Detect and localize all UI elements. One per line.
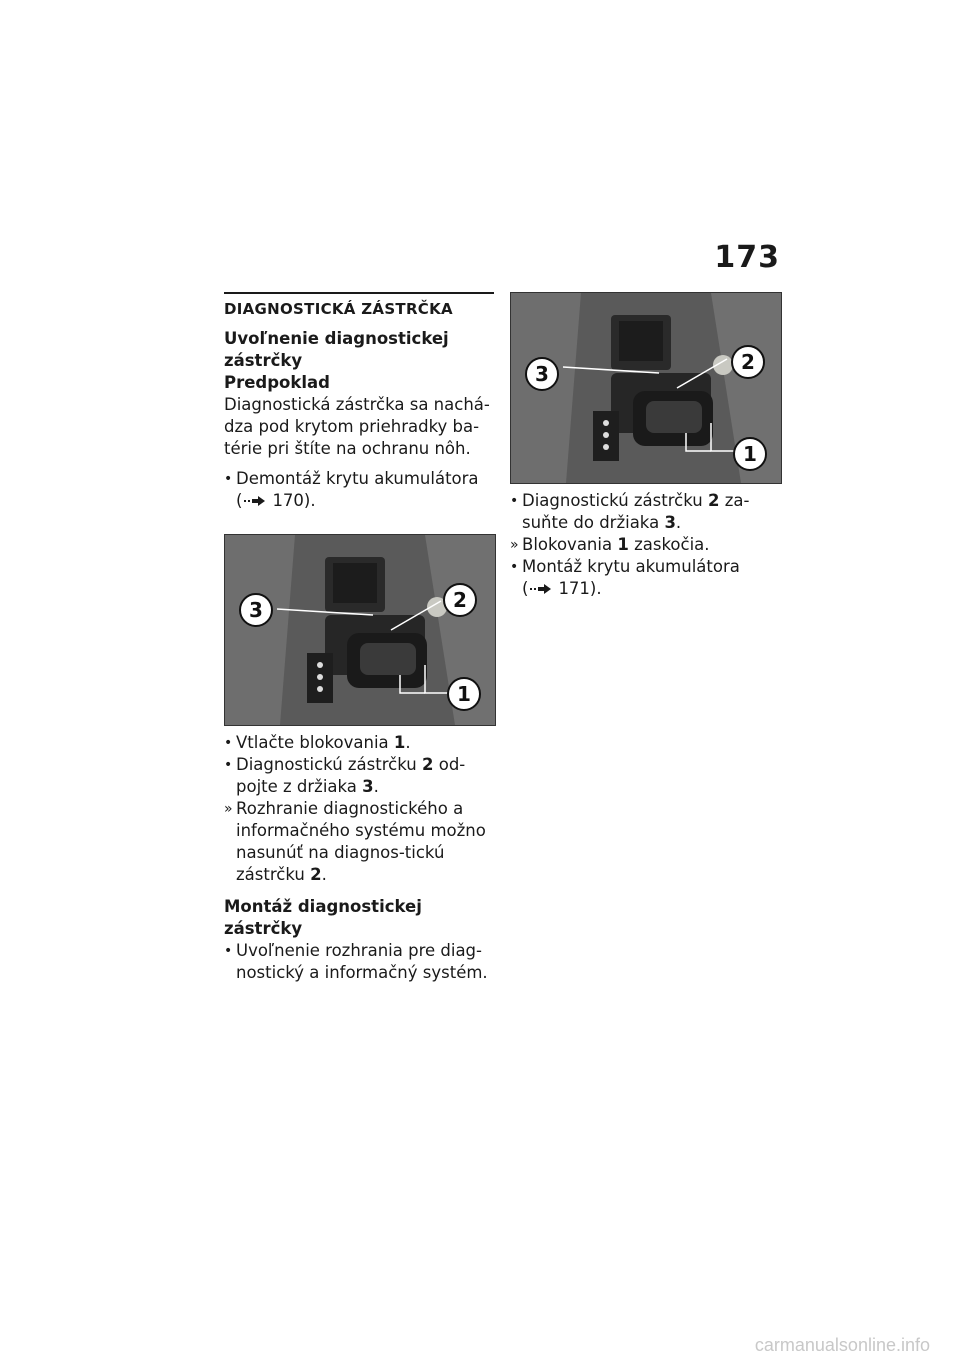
step-remove-battery-cover <box>224 468 494 512</box>
page-reference[interactable] <box>522 578 602 600</box>
punct: . <box>321 865 327 884</box>
result-text: Blokovania <box>522 535 613 554</box>
step-mount-battery-cover <box>510 556 780 600</box>
callout-2: 2 <box>731 345 765 379</box>
ref-number: 1 <box>617 535 629 554</box>
page-reference[interactable] <box>236 490 316 512</box>
result-marker: » <box>510 537 519 553</box>
punct: . <box>675 513 682 532</box>
ref-paren: ( <box>236 491 243 510</box>
ref-number: 3 <box>362 777 374 796</box>
ref-number: 2 <box>708 491 720 510</box>
callout-1: 1 <box>447 677 481 711</box>
bullet-marker: • <box>224 735 233 751</box>
ref-number: 1 <box>393 733 406 752</box>
step-text: od-pojte z držiaka <box>236 755 466 796</box>
prerequisite-text: Diagnostická zástrčka sa nachá-dza pod krytom priehradky ba-térie pri štíte na ochranu nôh. <box>224 395 490 458</box>
figure-diagnostic-plug-left <box>224 534 496 726</box>
bullet-marker: • <box>510 493 519 509</box>
ref-number: 2 <box>310 865 322 884</box>
step-release-interface <box>224 940 494 984</box>
page-ref-arrow-icon <box>530 583 552 595</box>
step-text: Diagnostickú zástrčku <box>236 755 417 774</box>
result-marker: » <box>224 801 233 817</box>
bullet-marker: • <box>224 943 233 959</box>
subsection-title-release: Uvoľnenie diagnostickej zástrčky <box>224 329 449 370</box>
section-title: DIAGNOSTICKÁ ZÁSTRČKA <box>224 300 453 318</box>
page-number: 173 <box>714 240 780 275</box>
punct: . <box>405 733 411 752</box>
step-disconnect-plug <box>224 754 494 798</box>
watermark: carmanualsonline.info <box>754 1335 930 1355</box>
result-interface <box>224 798 494 886</box>
ref-number: 2 <box>422 755 434 774</box>
callout-2: 2 <box>443 583 477 617</box>
ref-number: 3 <box>664 513 676 532</box>
ref-paren: ( <box>522 579 529 598</box>
bullet-marker: • <box>224 757 233 773</box>
subsection-title-mount: Montáž diagnostickej zástrčky <box>224 897 422 938</box>
step-text: Uvoľnenie rozhrania pre diag-nostický a informačný systém. <box>236 941 488 982</box>
step-text: Demontáž krytu akumulátora <box>236 469 479 488</box>
page-ref-arrow-icon <box>244 495 266 507</box>
right-column <box>510 292 780 600</box>
step-insert-plug <box>510 490 780 534</box>
callout-3: 3 <box>525 357 559 391</box>
step-press-locks <box>224 732 494 754</box>
punct: . <box>373 777 379 796</box>
section-rule <box>224 292 494 294</box>
step-text: Vtlačte blokovania <box>236 733 389 752</box>
ref-page: 170). <box>272 491 316 510</box>
left-column <box>224 292 494 984</box>
bullet-marker: • <box>510 559 519 575</box>
ref-page: 171). <box>558 579 602 598</box>
callout-1: 1 <box>733 437 767 471</box>
prerequisite-label: Predpoklad <box>224 373 330 392</box>
step-text: za-suňte do držiaka <box>522 491 750 532</box>
bullet-marker: • <box>224 471 233 487</box>
result-text: Rozhranie diagnostického a informačného systému možno nasunúť na diagnos-tickú zástrčku <box>236 799 486 884</box>
result-locks-engage <box>510 534 780 556</box>
step-text: Diagnostickú zástrčku <box>522 491 703 510</box>
figure-diagnostic-plug-right <box>510 292 782 484</box>
step-text: Montáž krytu akumulátora <box>522 557 740 576</box>
callout-3: 3 <box>239 593 273 627</box>
result-text: zaskočia. <box>634 535 710 554</box>
